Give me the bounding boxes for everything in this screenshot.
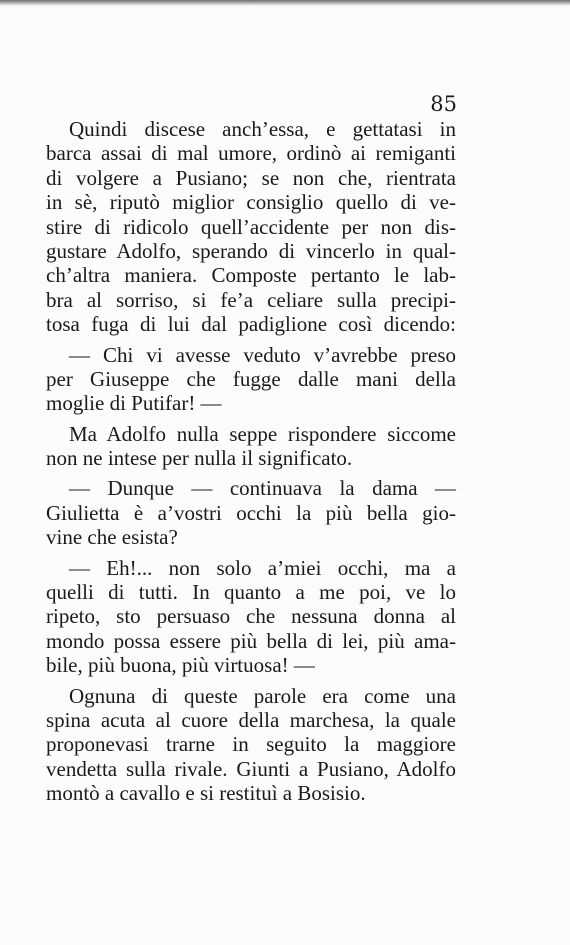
text-line: vine che esista?: [46, 525, 178, 550]
page-number: 85: [430, 92, 457, 116]
paragraph: [46, 343, 456, 416]
text-line: moglie di Putifar! —: [46, 391, 222, 416]
text-line: di volgere a Pusiano; se non che, rientrata: [46, 165, 456, 190]
text-line: Giulietta è a’vostri occhi la più bella gio-: [46, 500, 456, 525]
text-line: Ognuna di queste parole era come una: [69, 683, 456, 708]
text-line: Ma Adolfo nulla seppe rispondere siccome: [69, 421, 456, 446]
text-line: stire di ridicolo quell’accidente per non dis-: [46, 214, 456, 239]
text-line: quelli di tutti. In quanto a me poi, ve lo: [46, 580, 456, 605]
text-line: — Eh!... non solo a’miei occhi, ma a: [69, 555, 456, 580]
page-top-edge: [0, 0, 570, 6]
text-line: mondo possa essere più bella di lei, più ama-: [46, 628, 456, 653]
text-line: per Giuseppe che fugge dalle mani della: [46, 366, 456, 391]
paragraph: [46, 684, 456, 806]
text-line: vendetta sulla rivale. Giunti a Pusiano, Adolfo: [46, 756, 456, 781]
paragraph: [46, 556, 456, 678]
text-line: — Dunque — continuava la dama —: [69, 476, 456, 501]
text-line: barca assai di mal umore, ordinò ai remiganti: [46, 141, 456, 166]
text-line: ripeto, sto persuaso che nessuna donna al: [46, 604, 456, 629]
body-text: [46, 117, 456, 806]
paragraph: [46, 117, 456, 337]
text-line: — Chi vi avesse veduto v’avrebbe preso: [69, 342, 456, 367]
text-line: gustare Adolfo, sperando di vincerlo in qual-: [46, 238, 456, 263]
text-line: montò a cavallo e si restituì a Bosisio.: [46, 781, 366, 806]
paragraph: [46, 476, 456, 549]
paragraph: [46, 422, 456, 471]
text-line: bra al sorriso, si fe’a celiare sulla precipi-: [46, 287, 456, 312]
text-line: proponevasi trarne in seguito la maggiore: [46, 732, 456, 757]
text-line: bile, più buona, più virtuosa! —: [46, 653, 315, 678]
text-line: in sè, riputò miglior consiglio quello di ve-: [46, 190, 456, 215]
text-line: ch’altra maniera. Composte pertanto le lab-: [46, 263, 456, 288]
text-line: spina acuta al cuore della marchesa, la quale: [46, 707, 456, 732]
text-line: Quindi discese anch’essa, e gettatasi in: [69, 117, 456, 141]
text-line: tosa fuga di lui dal padiglione così dicendo:: [46, 312, 456, 337]
text-line: non ne intese per nulla il significato.: [46, 446, 353, 471]
